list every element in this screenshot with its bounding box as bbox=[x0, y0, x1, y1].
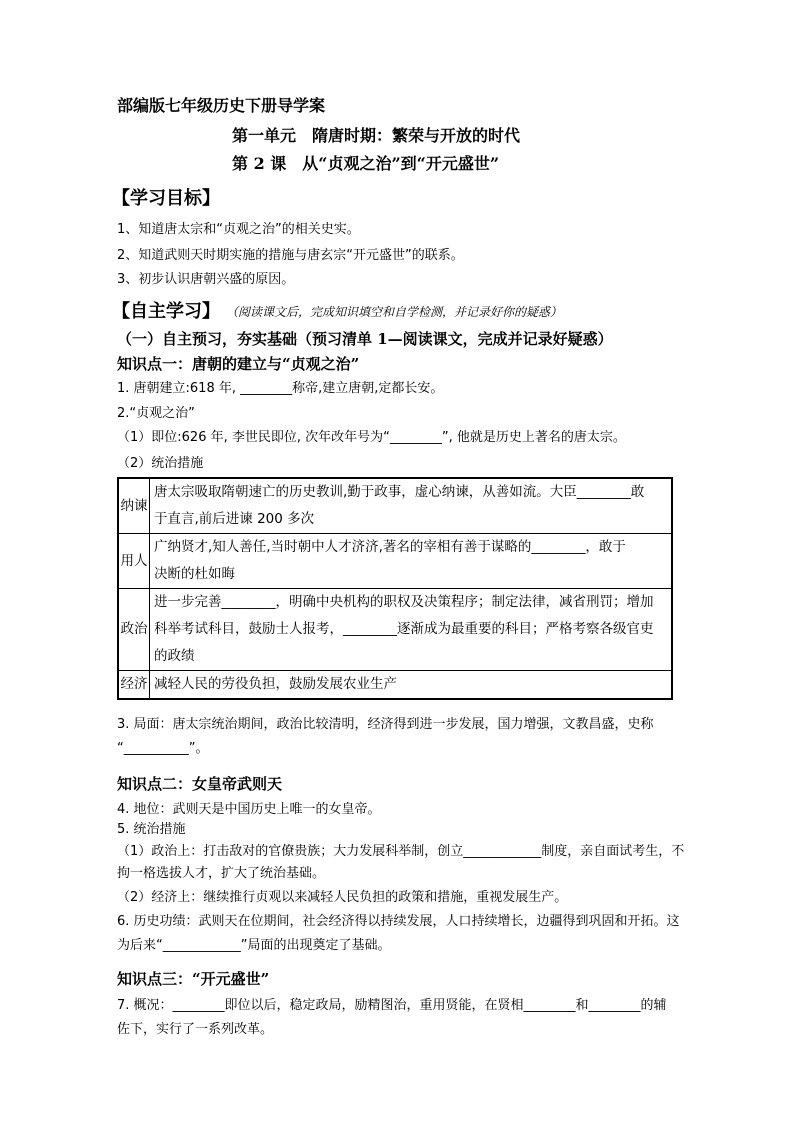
table-row bbox=[118, 534, 672, 589]
governance-measures-table bbox=[117, 477, 673, 700]
kp3-line: 7. 概况：________即位以后，稳定政局，励精图治，重用贤能，在贤相________和________的辅 bbox=[117, 998, 667, 1013]
kp2-line: （2）经济上：继续推行贞观以来减轻人民负担的政策和措施，重视发展生产。 bbox=[117, 890, 568, 905]
kp2-line: 5. 统治措施 bbox=[117, 822, 186, 837]
row-content: 广纳贤才,知人善任,当时朝中人才济济,著名的宰相有善于谋略的________，敢于 决断的杜如晦 bbox=[150, 534, 673, 589]
kp3-line: 佐下，实行了一系列改革。 bbox=[117, 1022, 274, 1037]
table-row bbox=[118, 589, 672, 671]
row-content: 减轻人民的劳役负担，鼓励发展农业生产 bbox=[150, 671, 673, 700]
table-row bbox=[118, 671, 672, 700]
kp2-line: 4. 地位：武则天是中国历史上唯一的女皇帝。 bbox=[117, 802, 381, 817]
unit-title: 第一单元 隋唐时期：繁荣与开放的时代 bbox=[232, 126, 521, 145]
kp2-line: 6. 历史功绩：武则天在位期间，社会经济得以持续发展，人口持续增长，边疆得到巩固和开拓。这 bbox=[117, 914, 680, 929]
kp1-line: （1）即位:626 年, 李世民即位, 次年改年号为“________”, 他就是历史上著名的唐太宗。 bbox=[117, 430, 626, 445]
kp1-heading: 知识点一：唐朝的建立与“贞观之治” bbox=[117, 355, 360, 373]
lesson-title: 第 2 课 从“贞观之治”到“开元盛世” bbox=[232, 154, 500, 173]
kp3-heading: 知识点三：“开元盛世” bbox=[117, 970, 270, 988]
kp1-line: “__________”。 bbox=[117, 741, 209, 756]
row-content: 进一步完善________，明确中央机构的职权及决策程序；制定法律，减省刑罚；增加 科举考试科目，鼓励士人报考，________逐渐成为最重要的科目；严格考察各级官吏 的政绩 bbox=[150, 589, 673, 671]
row-content: 唐太宗吸取隋朝速亡的历史教训,勤于政事，虚心纳谏，从善如流。大臣________敢 于直言,前后进谏 200 多次 bbox=[150, 478, 673, 534]
kp1-line: 1. 唐朝建立:618 年, ________称帝,建立唐朝,定都长安。 bbox=[117, 381, 444, 396]
row-key: 经济 bbox=[118, 671, 150, 700]
row-key: 用人 bbox=[118, 534, 150, 589]
objective-item: 3、初步认识唐朝兴盛的原因。 bbox=[117, 272, 295, 287]
table-row bbox=[118, 478, 672, 534]
objectives-heading: 【学习目标】 bbox=[112, 188, 220, 209]
kp1-line: （2）统治措施 bbox=[117, 456, 204, 471]
doc-title: 部编版七年级历史下册导学案 bbox=[117, 96, 326, 115]
self-study-note: （阅读课文后，完成知识填空和自学检测，并记录好你的疑惑） bbox=[226, 305, 563, 319]
kp2-line: 拘一格选拔人才，扩大了统治基础。 bbox=[117, 866, 326, 881]
self-study-subheading: （一）自主预习，夯实基础（预习清单 1—阅读课文，完成并记录好疑惑） bbox=[117, 330, 613, 348]
kp2-line: 为后来“____________”局面的出现奠定了基础。 bbox=[117, 938, 391, 953]
kp2-line: （1）政治上：打击敌对的官僚贵族；大力发展科举制，创立____________制度，亲自面试考生，不 bbox=[117, 844, 685, 859]
kp1-line: 3. 局面：唐太宗统治期间，政治比较清明，经济得到进一步发展，国力增强，文教昌盛，史称 bbox=[117, 717, 654, 732]
row-key: 政治 bbox=[118, 589, 150, 671]
row-key: 纳谏 bbox=[118, 478, 150, 534]
kp2-heading: 知识点二：女皇帝武则天 bbox=[117, 775, 283, 793]
self-study-heading: 【自主学习】 bbox=[112, 301, 220, 322]
kp1-line: 2.“贞观之治” bbox=[117, 406, 195, 421]
objective-item: 2、知道武则天时期实施的措施与唐玄宗“开元盛世”的联系。 bbox=[117, 248, 464, 263]
objective-item: 1、知道唐太宗和“贞观之治”的相关史实。 bbox=[117, 222, 360, 237]
